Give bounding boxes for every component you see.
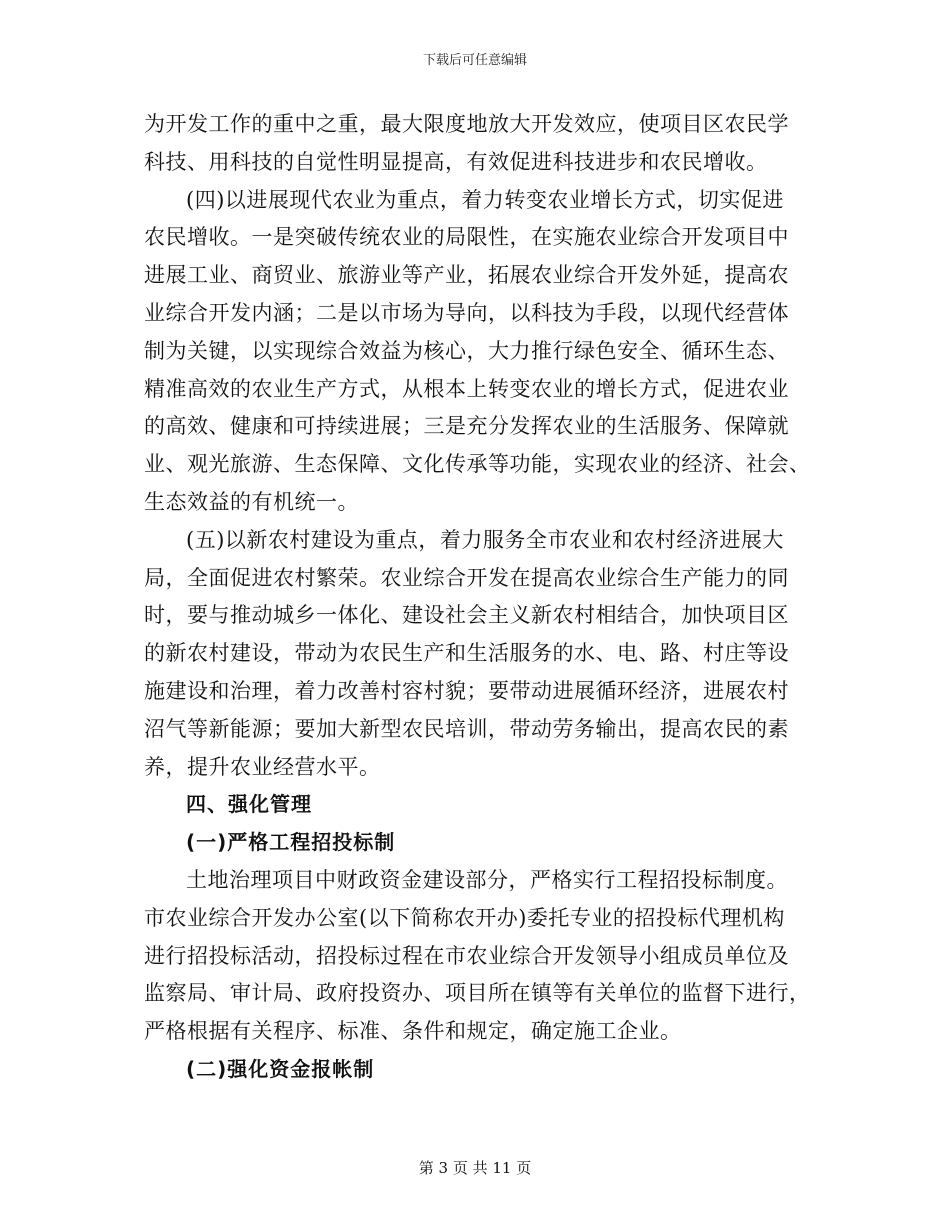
body-line: 严格根据有关程序、标准、条件和规定，确定施工企业。 xyxy=(144,1019,682,1044)
body-line: 精准高效的农业生产方式，从根本上转变农业的增长方式，促进农业 xyxy=(144,376,789,401)
body-line: 施建设和治理，着力改善村容村貌；要带动进展循环经济，进展农村 xyxy=(144,678,789,703)
paragraph-start-line: (五)以新农村建设为重点，着力服务全市农业和农村经济进展大 xyxy=(186,527,784,552)
body-line: 科技、用科技的自觉性明显提高，有效促进科技进步和农民增收。 xyxy=(144,149,768,174)
subsection-heading: (一)严格工程招投标制 xyxy=(186,830,396,855)
page-header: 下载后可任意编辑 xyxy=(422,53,527,68)
body-line: 的新农村建设，带动为农民生产和生活服务的水、电、路、村庄等设 xyxy=(144,641,789,666)
body-line: 业综合开发内涵；二是以市场为导向，以科技为手段，以现代经营体 xyxy=(144,300,789,325)
body-line: 进行招投标活动，招投标过程在市农业综合开发领导小组成员单位及 xyxy=(144,943,789,968)
body-line: 的高效、健康和可持续进展；三是充分发挥农业的生活服务、保障就 xyxy=(144,414,789,439)
body-line: 沼气等新能源；要加大新型农民培训，带动劳务输出，提高农民的素 xyxy=(144,716,789,741)
paragraph-start-line: (四)以进展现代农业为重点，着力转变农业增长方式，切实促进 xyxy=(186,187,784,212)
body-line: 进展工业、商贸业、旅游业等产业，拓展农业综合开发外延，提高农 xyxy=(144,263,789,288)
body-line: 市农业综合开发办公室(以下简称农开办)委托专业的招投标代理机构 xyxy=(144,905,785,930)
body-line: 局，全面促进农村繁荣。农业综合开发在提高农业综合生产能力的同 xyxy=(144,565,789,590)
body-line: 农民增收。一是突破传统农业的局限性，在实施农业综合开发项目中 xyxy=(144,225,789,250)
paragraph-start-line: 土地治理项目中财政资金建设部分，严格实行工程招投标制度。 xyxy=(186,867,788,892)
body-line: 业、观光旅游、生态保障、文化传承等功能，实现农业的经济、社会、 xyxy=(144,452,811,477)
body-line: 养，提升农业经营水平。 xyxy=(144,754,381,779)
page-number: 第 3 页 共 11 页 xyxy=(418,1159,532,1177)
body-line: 制为关键，以实现综合效益为核心，大力推行绿色安全、循环生态、 xyxy=(144,338,789,363)
body-line: 生态效益的有机统一。 xyxy=(144,489,359,514)
subsection-heading: (二)强化资金报帐制 xyxy=(186,1056,375,1081)
body-line: 时，要与推动城乡一体化、建设社会主义新农村相结合，加快项目区 xyxy=(144,603,789,628)
document-body xyxy=(144,106,809,1089)
section-heading: 四、强化管理 xyxy=(186,792,312,817)
body-line: 监察局、审计局、政府投资办、项目所在镇等有关单位的监督下进行， xyxy=(144,981,811,1006)
body-line: 为开发工作的重中之重，最大限度地放大开发效应，使项目区农民学 xyxy=(144,112,789,136)
